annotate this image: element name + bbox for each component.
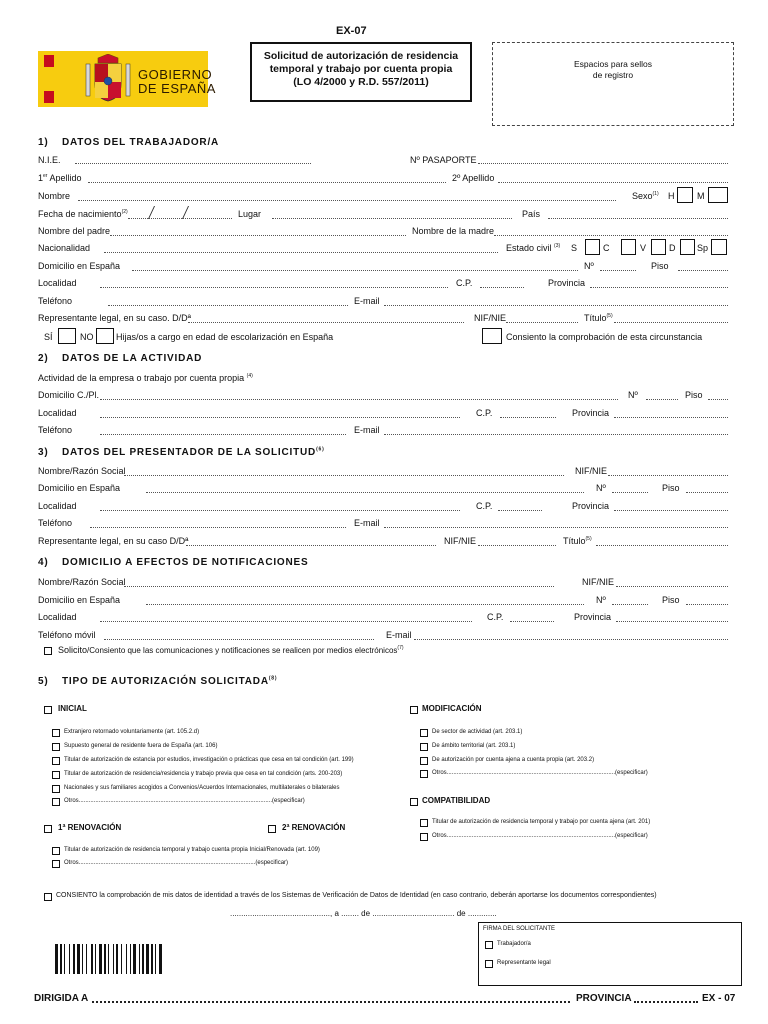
- initial-item-checkbox[interactable]: [52, 729, 60, 737]
- passport-field[interactable]: [478, 163, 728, 164]
- form-code: EX-07: [336, 25, 367, 37]
- notify-locality-label: Localidad: [38, 612, 77, 622]
- barcode-bar: [99, 944, 102, 974]
- name-label: Nombre: [38, 191, 71, 201]
- province-field[interactable]: [590, 287, 728, 288]
- presenter-phone-field[interactable]: [90, 527, 346, 528]
- initial-item-checkbox[interactable]: [52, 743, 60, 751]
- initial-item-checkbox[interactable]: [52, 785, 60, 793]
- notify-email-field[interactable]: [414, 639, 728, 640]
- address-number-field[interactable]: [600, 270, 636, 271]
- stamp-text-line2: de registro: [592, 70, 634, 80]
- presenter-nif-label: NIF/NIE: [575, 466, 608, 476]
- activity-province-label: Provincia: [572, 408, 610, 418]
- country-label: País: [522, 209, 541, 219]
- title-box: [250, 42, 472, 102]
- barcode-bar: [151, 944, 153, 974]
- notify-province-label: Provincia: [574, 612, 612, 622]
- modification-checkbox[interactable]: [410, 706, 418, 714]
- consent-label: Consiento la comprobación de esta circunstancia: [506, 332, 703, 342]
- consent-checkbox[interactable]: [482, 328, 502, 344]
- modification-item-label: De ámbito territorial (art. 203.1): [432, 743, 516, 749]
- barcode-bar: [77, 944, 80, 974]
- activity-locality-label: Localidad: [38, 408, 77, 418]
- section-1-heading: 1) DATOS DEL TRABAJADOR/A: [38, 137, 220, 148]
- presenter-phone-label: Teléfono: [38, 518, 73, 528]
- initial-item-label: Titular de autorización de residencia/residencia y trabajo previa que cesa en tal condición (arts. 200-203): [64, 771, 343, 777]
- presenter-address-label: Domicilio en España: [38, 483, 121, 493]
- logo-text-line1: GOBIERNO: [138, 67, 213, 82]
- presenter-number-field[interactable]: [612, 492, 648, 493]
- compatibility-item-label: Otros.....................................................................................................(especificar): [432, 833, 648, 839]
- notify-mobile-label: Teléfono móvil: [38, 630, 96, 640]
- postal-code-field[interactable]: [480, 287, 524, 288]
- presenter-name-label: Nombre/Razón Social: [38, 466, 126, 476]
- notify-nif-field[interactable]: [616, 586, 728, 587]
- initial-checkbox[interactable]: [44, 706, 52, 714]
- initial-item-checkbox[interactable]: [52, 771, 60, 779]
- activity-phone-field[interactable]: [100, 434, 346, 435]
- presenter-rep-title-label: Título$^{(5)}$: [563, 536, 592, 546]
- activity-province-field[interactable]: [614, 417, 728, 418]
- presenter-number-label: Nº: [596, 483, 606, 493]
- initial-item-label: Nacionales y sus familiares acogidos a Convenios/Acuerdos Internacionales, multilaterales o bilaterales: [64, 785, 340, 791]
- postal-code-label: C.P.: [456, 278, 473, 288]
- barcode-bar: [146, 944, 149, 974]
- renewal-item-checkbox[interactable]: [52, 860, 60, 868]
- sex-h-checkbox[interactable]: [677, 187, 693, 203]
- sex-m-label: M: [697, 191, 705, 201]
- barcode-bar: [121, 944, 122, 974]
- initial-item-label: Supuesto general de residente fuera de España (art. 106): [64, 743, 218, 749]
- title-line2: temporal y trabajo por cuenta propia: [269, 63, 453, 75]
- barcode-bar: [69, 944, 70, 974]
- place-date-line[interactable]: ............................................., a ........ de ..................................... de .............: [230, 909, 497, 918]
- section-3-heading: 3) DATOS DEL PRESENTADOR DE LA SOLICITUD$^{(6)}$: [38, 446, 325, 458]
- second-renewal-checkbox[interactable]: [268, 825, 276, 833]
- sex-label: Sexo$^{(1)}$: [632, 191, 659, 201]
- mother-name-label: Nombre de la madre: [412, 226, 495, 236]
- activity-phone-label: Teléfono: [38, 425, 73, 435]
- activity-label: Actividad de la empresa o trabajo por cuenta propia $^{(4)}$: [38, 373, 253, 383]
- activity-number-label: Nº: [628, 390, 638, 400]
- presenter-rep-field[interactable]: [186, 545, 436, 546]
- marital-d-checkbox[interactable]: [680, 239, 695, 255]
- activity-postal-field[interactable]: [500, 417, 556, 418]
- addressed-to-label: DIRIGIDA A: [34, 993, 89, 1004]
- activity-floor-label: Piso: [685, 390, 703, 400]
- compatibility-label: COMPATIBILIDAD: [422, 796, 491, 805]
- renewal-item-checkbox[interactable]: [52, 847, 60, 855]
- children-no-checkbox[interactable]: [96, 328, 114, 344]
- addressed-to-field[interactable]: [92, 1001, 570, 1003]
- floor-label: Piso: [651, 261, 669, 271]
- presenter-postal-field[interactable]: [498, 510, 542, 511]
- signer-representative-label: Representante legal: [497, 960, 551, 966]
- passport-label: Nº PASAPORTE: [410, 155, 477, 165]
- form-code-footer: EX - 07: [702, 993, 736, 1004]
- mother-name-field[interactable]: [494, 235, 728, 236]
- notify-address-label: Domicilio en España: [38, 595, 121, 605]
- marital-v-checkbox[interactable]: [651, 239, 666, 255]
- notify-floor-field[interactable]: [686, 604, 728, 605]
- phone-field[interactable]: [108, 305, 348, 306]
- modification-item-label: De autorización por cuenta ajena a cuenta propia (art. 203.2): [432, 757, 595, 763]
- signer-worker-label: Trabajador/a: [497, 941, 531, 947]
- nationality-label: Nacionalidad: [38, 243, 91, 253]
- compatibility-item-label: Titular de autorización de residencia temporal y trabajo por cuenta ajena (art. 201): [432, 819, 651, 825]
- presenter-email-label: E-mail: [354, 518, 380, 528]
- initial-item-checkbox[interactable]: [52, 798, 60, 806]
- marital-c-checkbox[interactable]: [621, 239, 636, 255]
- notify-postal-label: C.P.: [487, 612, 504, 622]
- birth-date-label: Fecha de nacimiento$^{(2)}$: [38, 209, 128, 219]
- province-footer-field[interactable]: [634, 1001, 698, 1003]
- electronic-notification-checkbox[interactable]: [44, 647, 52, 655]
- notify-name-field[interactable]: [124, 586, 554, 587]
- renewal-item-label: Otros..........................................................................................................(especificar): [64, 860, 289, 866]
- barcode-bar: [108, 944, 109, 974]
- barcode-bar: [130, 944, 131, 974]
- barcode-bar: [155, 944, 156, 974]
- marital-sp-label: Sp: [697, 243, 709, 253]
- legal-rep-title-label: Título$^{(5)}$: [584, 313, 613, 323]
- section-4-heading: 4) DOMICILIO A EFECTOS DE NOTIFICACIONES: [38, 557, 309, 568]
- nationality-field[interactable]: [104, 252, 498, 253]
- notify-name-label: Nombre/Razón Social: [38, 577, 126, 587]
- logo-text-line2: DE ESPAÑA: [138, 81, 216, 96]
- legal-rep-title-field[interactable]: [614, 322, 728, 323]
- legal-rep-nif-label: NIF/NIE: [474, 313, 507, 323]
- initial-label: INICIAL: [58, 704, 87, 713]
- marital-status-label: Estado civil $^{(3)}$: [506, 243, 561, 253]
- barcode-bar: [55, 944, 58, 974]
- first-surname-label: 1er Apellido: [38, 173, 82, 183]
- activity-postal-label: C.P.: [476, 408, 493, 418]
- barcode-bar: [82, 944, 83, 974]
- notify-nif-label: NIF/NIE: [582, 577, 615, 587]
- marital-v-label: V: [640, 243, 647, 253]
- second-surname-label: 2º Apellido: [452, 173, 495, 183]
- barcode-bar: [133, 944, 136, 974]
- modification-item-label: Otros.....................................................................................................(especificar): [432, 770, 648, 776]
- activity-locality-field[interactable]: [100, 417, 460, 418]
- marital-d-label: D: [669, 243, 676, 253]
- barcode-bar: [91, 944, 93, 974]
- activity-address-label: Domicilio C./Pl.: [38, 390, 100, 400]
- barcode-bar: [142, 944, 144, 974]
- presenter-rep-label: Representante legal, en su caso D/Dª: [38, 536, 189, 546]
- children-label: Hijas/os a cargo en edad de escolarización en España: [116, 332, 334, 342]
- barcode-bar: [139, 944, 140, 974]
- first-surname-field[interactable]: [88, 182, 446, 183]
- signer-worker-checkbox[interactable]: [485, 941, 493, 949]
- notify-mobile-field[interactable]: [104, 639, 374, 640]
- notify-email-label: E-mail: [386, 630, 412, 640]
- sex-m-checkbox[interactable]: [708, 187, 728, 203]
- modification-item-checkbox[interactable]: [420, 770, 428, 778]
- barcode-bar: [64, 944, 65, 974]
- nie-field[interactable]: [75, 163, 311, 164]
- initial-item-label: Otros....................................................................................................................(especificar): [64, 798, 305, 804]
- floor-field[interactable]: [678, 270, 728, 271]
- presenter-email-field[interactable]: [384, 527, 728, 528]
- legal-rep-field[interactable]: [188, 322, 464, 323]
- sex-h-label: H: [668, 191, 675, 201]
- title-line1: Solicitud de autorización de residencia: [263, 50, 459, 62]
- identity-consent-label: CONSIENTO la comprobación de mis datos de identidad a través de los Sistemas de Verificación de Datos de Identidad (en caso contrario, deberán aportarse los documentos correspondientes): [56, 892, 657, 899]
- nie-label: N.I.E.: [38, 155, 61, 165]
- activity-address-field[interactable]: [100, 399, 618, 400]
- province-label: Provincia: [548, 278, 586, 288]
- signer-representative-checkbox[interactable]: [485, 960, 493, 968]
- address-field[interactable]: [132, 270, 578, 271]
- country-field[interactable]: [548, 218, 728, 219]
- presenter-nif-field[interactable]: [608, 475, 728, 476]
- presenter-province-label: Provincia: [572, 501, 610, 511]
- phone-label: Teléfono: [38, 296, 73, 306]
- presenter-rep-nif-field[interactable]: [478, 545, 556, 546]
- signature-title: FIRMA DEL SOLICITANTE: [483, 926, 556, 932]
- identity-consent-checkbox[interactable]: [44, 893, 52, 901]
- stamp-text-line1: Espacios para sellos: [574, 59, 652, 69]
- modification-item-checkbox[interactable]: [420, 757, 428, 765]
- name-field[interactable]: [78, 200, 616, 201]
- children-no-label: NO: [80, 332, 94, 342]
- barcode-bar: [73, 944, 75, 974]
- barcode-bar: [86, 944, 87, 974]
- legal-rep-label: Representante legal, en su caso. D/Dª: [38, 313, 191, 323]
- notify-number-label: Nº: [596, 595, 606, 605]
- barcode-bar: [159, 944, 162, 974]
- first-renewal-label: 1ª RENOVACIÓN: [58, 823, 122, 832]
- government-logo: [38, 51, 216, 107]
- notify-floor-label: Piso: [662, 595, 680, 605]
- email-field[interactable]: [384, 305, 728, 306]
- barcode-bar: [116, 944, 118, 974]
- legal-rep-nif-field[interactable]: [506, 322, 578, 323]
- province-footer-label: PROVINCIA: [576, 993, 632, 1004]
- presenter-province-field[interactable]: [614, 510, 728, 511]
- title-line3: (LO 4/2000 y R.D. 557/2011): [293, 76, 429, 88]
- modification-item-label: De sector de actividad (art. 203.1): [432, 729, 523, 735]
- second-renewal-label: 2ª RENOVACIÓN: [282, 823, 346, 832]
- activity-floor-field[interactable]: [708, 399, 728, 400]
- birth-place-label: Lugar: [238, 209, 262, 219]
- email-label: E-mail: [354, 296, 380, 306]
- activity-number-field[interactable]: [646, 399, 678, 400]
- marital-sp-checkbox[interactable]: [711, 239, 727, 255]
- children-si-label: SÍ: [44, 332, 53, 342]
- first-renewal-checkbox[interactable]: [44, 825, 52, 833]
- presenter-name-field[interactable]: [124, 475, 564, 476]
- initial-item-label: Extranjero retornado voluntariamente (art. 105.2.d): [64, 729, 200, 735]
- section-5-heading: 5) TIPO DE AUTORIZACIÓN SOLICITADA$^{(8)}$: [38, 675, 278, 687]
- marital-s-checkbox[interactable]: [585, 239, 600, 255]
- children-si-checkbox[interactable]: [58, 328, 76, 344]
- second-surname-field[interactable]: [498, 182, 728, 183]
- presenter-rep-title-field[interactable]: [596, 545, 728, 546]
- coat-of-arms-icon: [82, 54, 134, 104]
- notify-locality-field[interactable]: [100, 621, 472, 622]
- modification-label: MODIFICACIÓN: [422, 704, 482, 713]
- presenter-address-field[interactable]: [146, 492, 584, 493]
- compatibility-checkbox[interactable]: [410, 798, 418, 806]
- presenter-postal-label: C.P.: [476, 501, 493, 511]
- birth-place-field[interactable]: [272, 218, 512, 219]
- notify-province-field[interactable]: [616, 621, 728, 622]
- father-name-field[interactable]: [110, 235, 406, 236]
- address-number-label: Nº: [584, 261, 594, 271]
- compatibility-item-checkbox[interactable]: [420, 833, 428, 841]
- presenter-rep-nif-label: NIF/NIE: [444, 536, 477, 546]
- notify-address-field[interactable]: [146, 604, 584, 605]
- initial-item-label: Titular de autorización de estancia por estudios, investigación o prácticas que cesa en tal condición (art. 199): [64, 757, 354, 763]
- notify-number-field[interactable]: [612, 604, 648, 605]
- section-2-heading: 2) DATOS DE LA ACTIVIDAD: [38, 353, 203, 364]
- presenter-locality-label: Localidad: [38, 501, 77, 511]
- birth-date-field[interactable]: [128, 218, 232, 219]
- activity-email-label: E-mail: [354, 425, 380, 435]
- marital-s-label: S: [571, 243, 578, 253]
- barcode-bar: [104, 944, 106, 974]
- electronic-notification-label: Solicito/Consiento que las comunicaciones y notificaciones se realicen por medios electrónicos$^{(7)}$: [58, 645, 404, 655]
- barcode-bar: [60, 944, 62, 974]
- locality-label: Localidad: [38, 278, 77, 288]
- activity-email-field[interactable]: [384, 434, 728, 435]
- marital-c-label: C: [603, 243, 610, 253]
- renewal-item-label: Titular de autorización de residencia temporal y trabajo cuenta propia Inicial/Renovada (art. 109): [64, 847, 320, 853]
- presenter-locality-field[interactable]: [100, 510, 460, 511]
- barcode-bar: [126, 944, 127, 974]
- modification-item-checkbox[interactable]: [420, 743, 428, 751]
- barcode-bar: [113, 944, 114, 974]
- barcode-bar: [95, 944, 96, 974]
- compatibility-item-checkbox[interactable]: [420, 819, 428, 827]
- signature-box[interactable]: [478, 922, 742, 986]
- initial-item-checkbox[interactable]: [52, 757, 60, 765]
- notify-postal-field[interactable]: [510, 621, 554, 622]
- flag-icon: [44, 55, 54, 103]
- presenter-floor-field[interactable]: [686, 492, 728, 493]
- modification-item-checkbox[interactable]: [420, 729, 428, 737]
- registry-stamp-box: [492, 42, 734, 126]
- address-label: Domicilio en España: [38, 261, 121, 271]
- father-name-label: Nombre del padre: [38, 226, 111, 236]
- barcode: [55, 944, 247, 974]
- locality-field[interactable]: [100, 287, 448, 288]
- presenter-floor-label: Piso: [662, 483, 680, 493]
